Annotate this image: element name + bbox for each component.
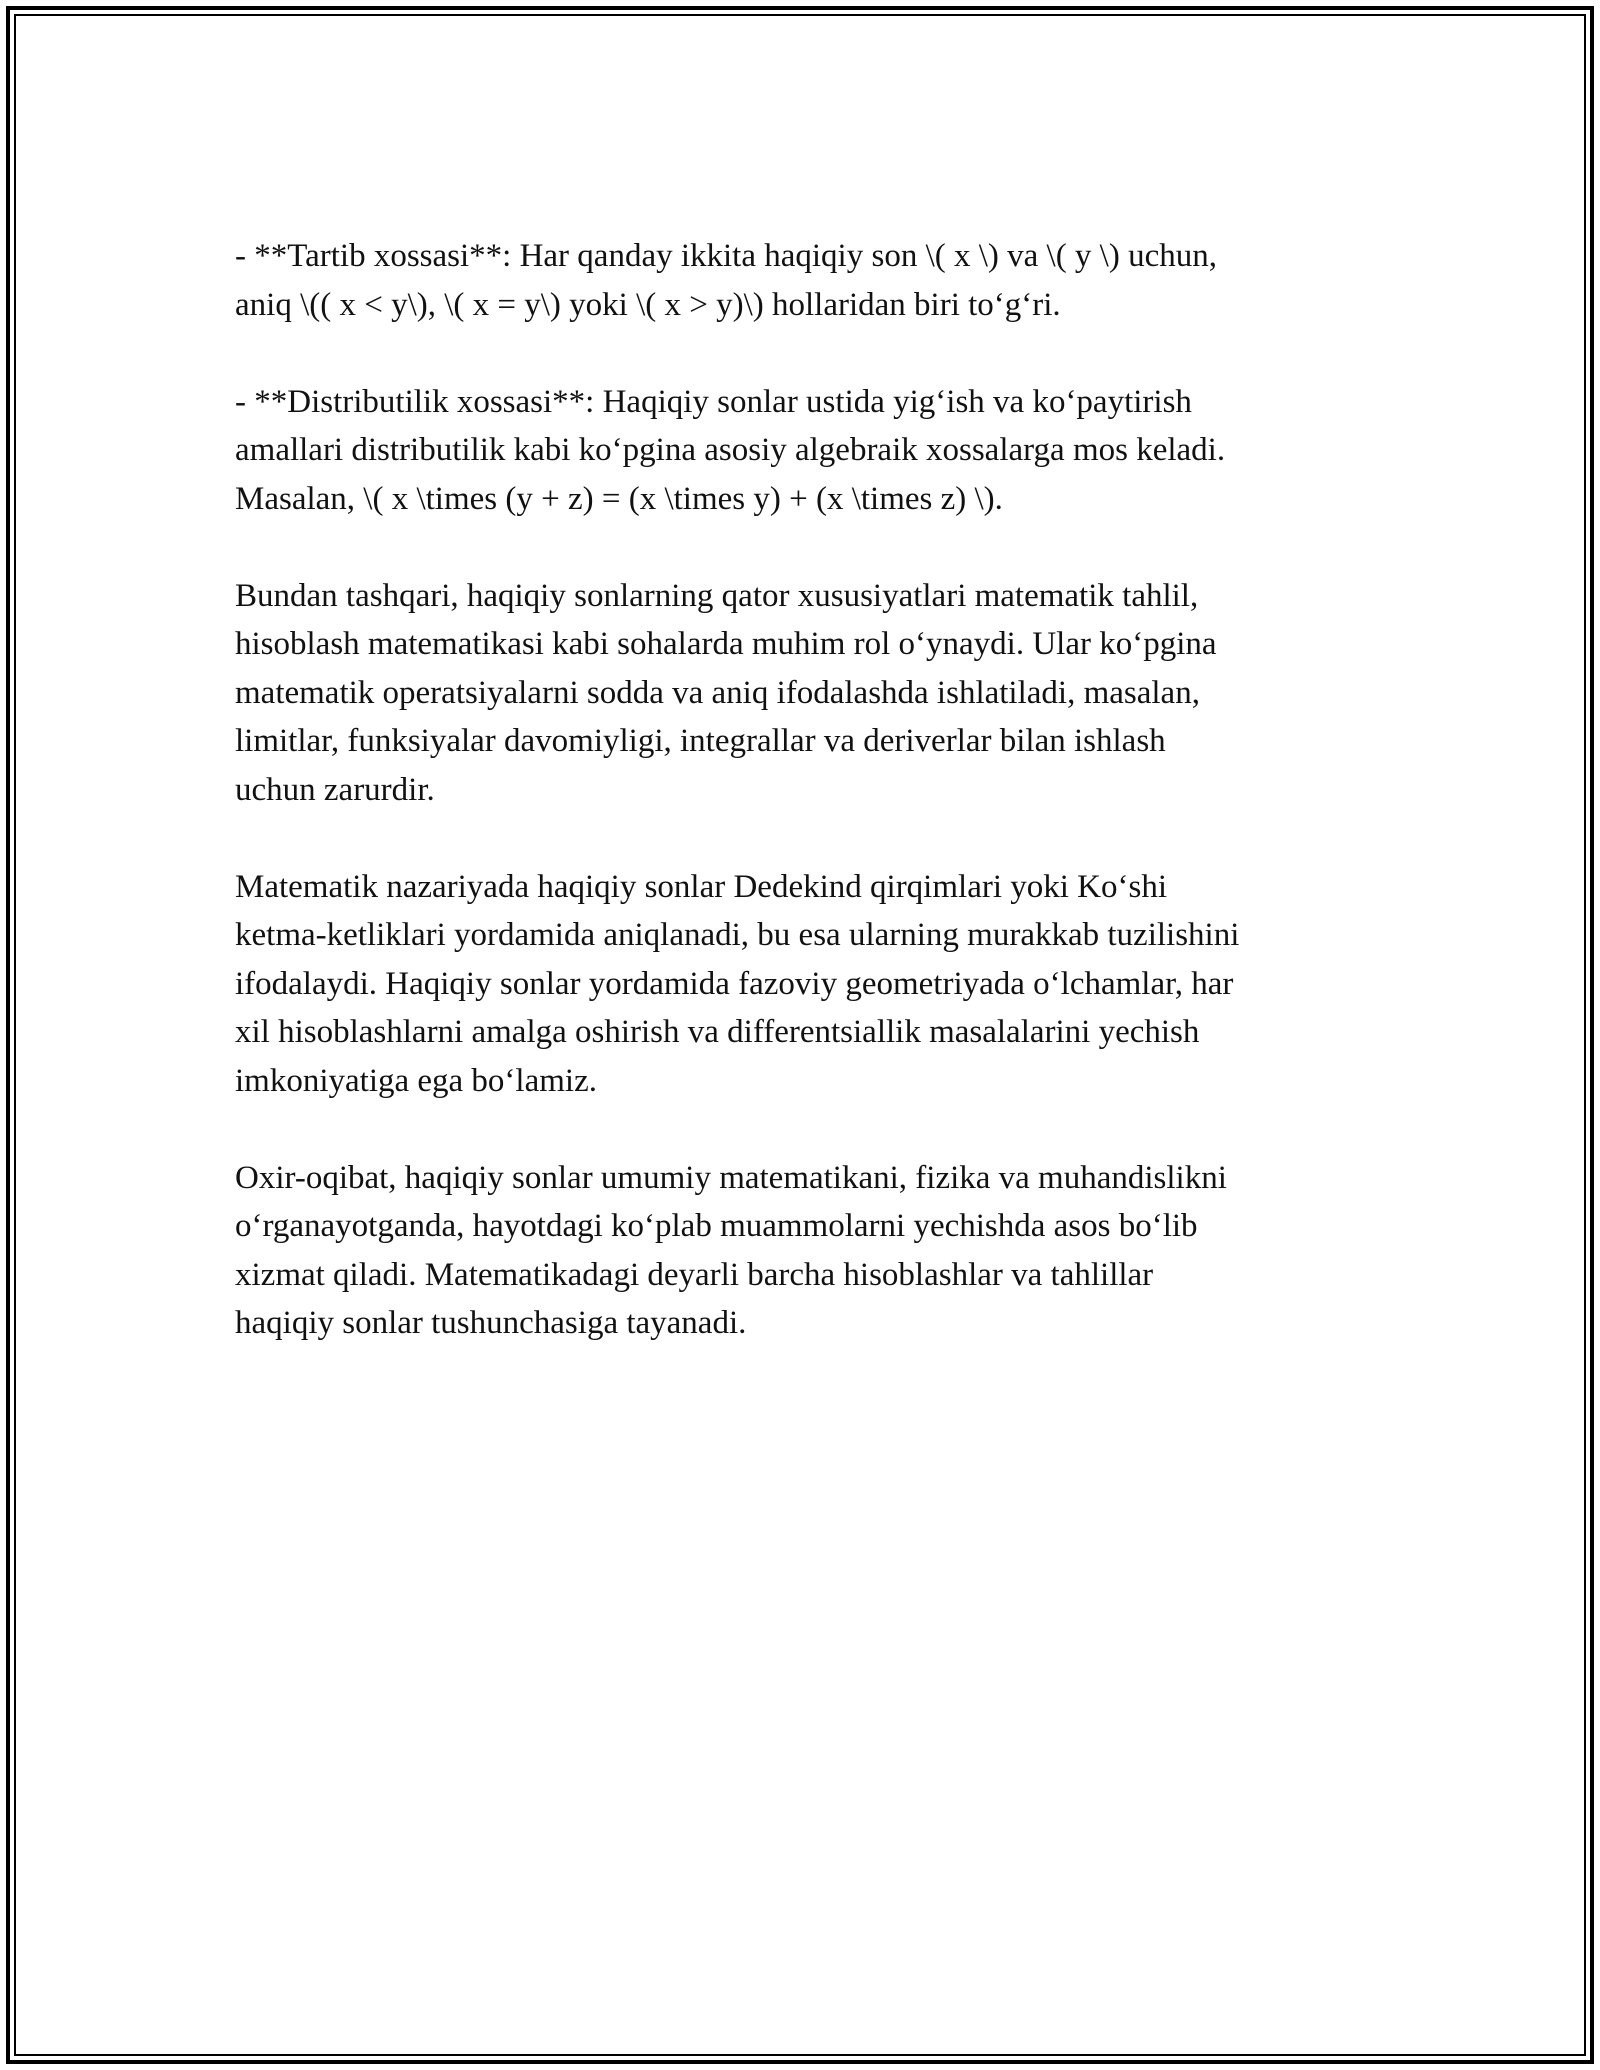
paragraph-order-property: - **Tartib xossasi**: Har qanday ikkita haqiqiy son \( x \) va \( y \) uchun, aniq \(( x < y\), \( x = y\) yoki \( x > y)\) hollaridan biri to‘g‘ri.	[235, 238, 1217, 323]
paragraph-distributive-property: - **Distributilik xossasi**: Haqiqiy sonlar ustida yig‘ish va ko‘paytirish amallari distributilik kabi ko‘pgina asosiy algebraik xossalarga mos keladi. Masalan, \( x \times (y + z) = (x \times y) + (x \times z) \).	[235, 383, 1226, 517]
paragraph-conclusion: Oxir-oqibat, haqiqiy sonlar umumiy matematikani, fizika va muhandislikni o‘rganayotganda, hayotdagi ko‘plab muammolarni yechishda asos bo‘lib xizmat qiladi. Matematikadagi deyarli barcha hisoblashlar va tahlillar haqiqiy sonlar tushunchasiga tayanadi.	[235, 1159, 1227, 1341]
document-body	[235, 232, 1375, 1396]
paragraph-applications: Bundan tashqari, haqiqiy sonlarning qator xususiyatlari matematik tahlil, hisoblash matematikasi kabi sohalarda muhim rol o‘ynaydi. Ular ko‘pgina matematik operatsiyalarni sodda va aniq ifodalashda ishlatiladi, masalan, limitlar, funksiyalar davomiyligi, integrallar va deriverlar bilan ishlash uchun zarurdir.	[235, 577, 1217, 808]
paragraph-theory: Matematik nazariyada haqiqiy sonlar Dedekind qirqimlari yoki Ko‘shi ketma-ketliklari yordamida aniqlanadi, bu esa ularning murakkab tuzilishini ifodalaydi. Haqiqiy sonlar yordamida fazoviy geometriyada o‘lchamlar, har xil hisoblashlarni amalga oshirish va differentsiallik masalalarini yechish imkoniyatiga ega bo‘lamiz.	[235, 868, 1240, 1099]
